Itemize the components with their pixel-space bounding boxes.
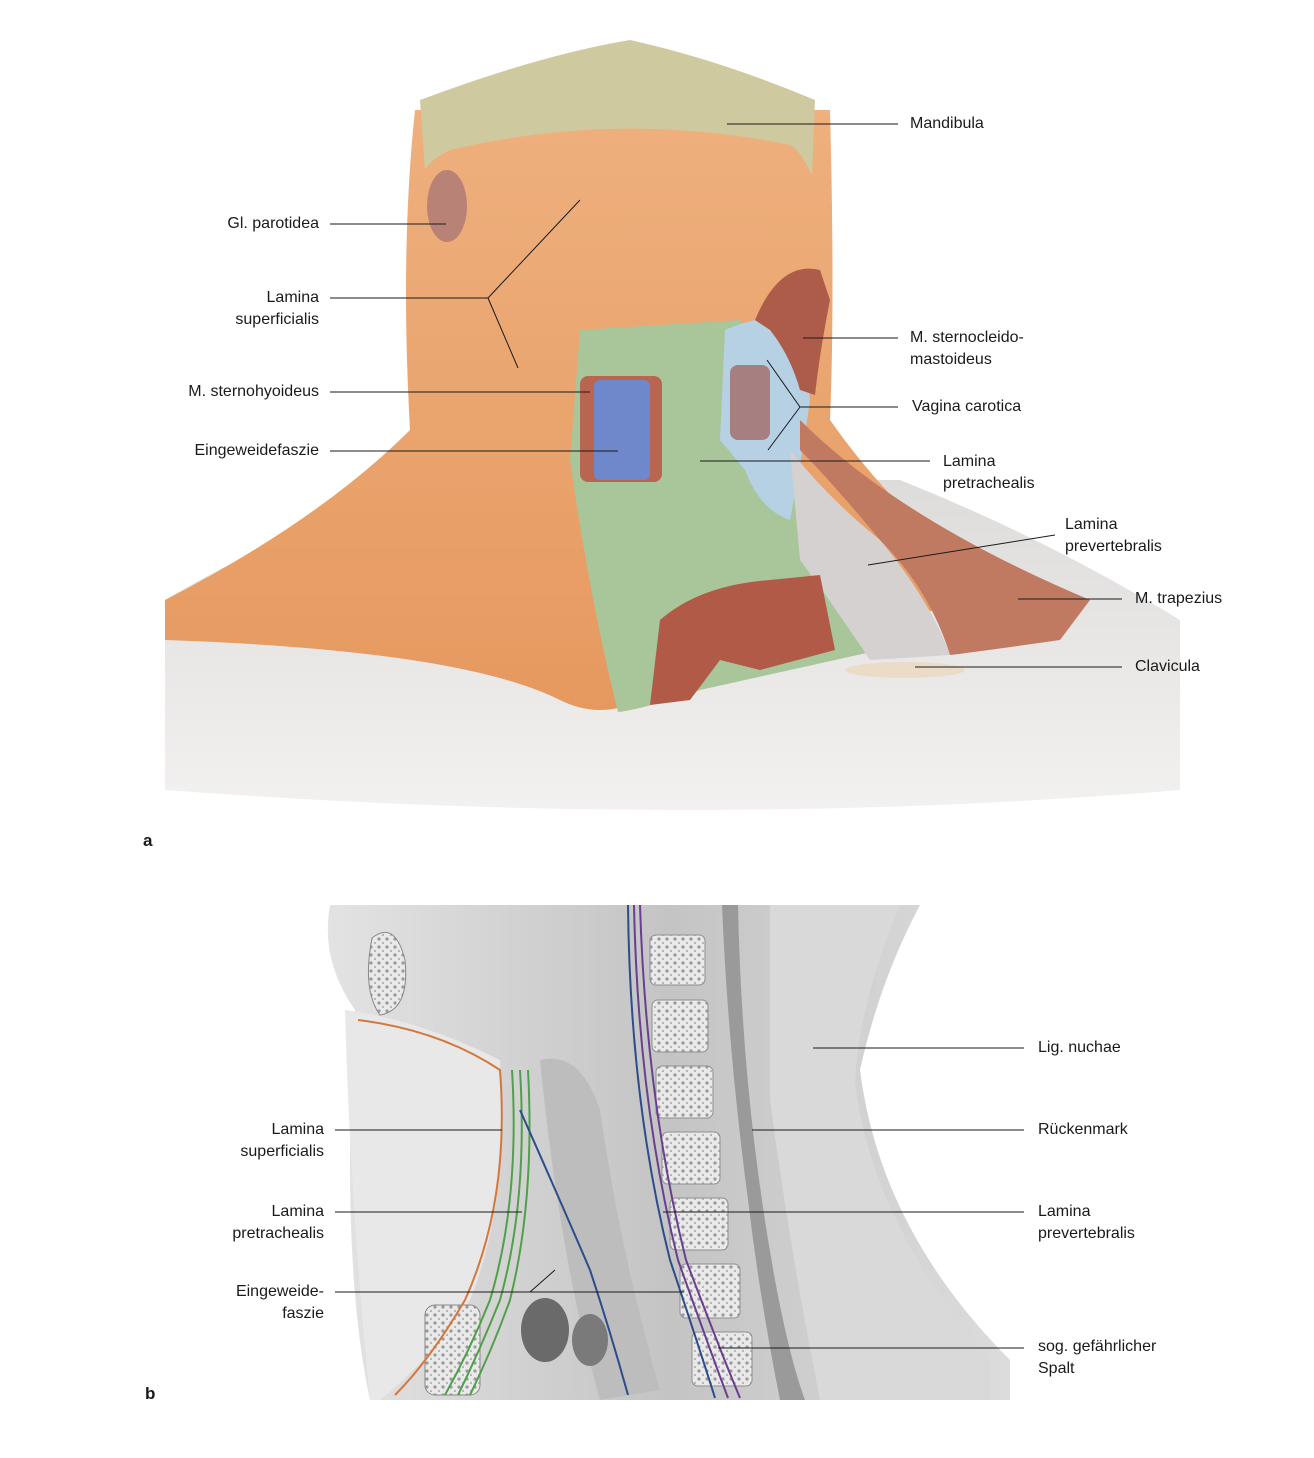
label-prevertebralis-a-1: Lamina <box>1065 516 1118 533</box>
label-pretrachealis-a-2: pretrachealis <box>943 475 1035 492</box>
label-eingeweide-b-1: Eingeweide- <box>235 1283 324 1300</box>
label-sternohyoideus: M. sternohyoideus <box>188 383 319 400</box>
label-pretrachealis-a-1: Lamina <box>943 453 996 470</box>
label-spalt-1: sog. gefährlicher <box>1038 1338 1157 1355</box>
label-spalt-2: Spalt <box>1038 1360 1075 1377</box>
parotid-gland-shape <box>427 170 467 242</box>
label-mandibula: Mandibula <box>910 115 984 132</box>
label-scm-1: M. sternocleido- <box>910 329 1024 346</box>
panel-letter-b: b <box>145 1384 156 1403</box>
panel-a-illustration <box>165 40 1180 810</box>
label-prevertebralis-b-2: prevertebralis <box>1038 1225 1135 1242</box>
clavicle-shape <box>845 662 965 678</box>
label-prevertebralis-a-2: prevertebralis <box>1065 538 1162 555</box>
label-gl-parotidea: Gl. parotidea <box>227 215 319 232</box>
label-pretrachealis-b-2: pretrachealis <box>232 1225 324 1242</box>
trachea-shape <box>594 380 650 480</box>
carotid-artery-shape <box>730 365 770 440</box>
label-pretrachealis-b-1: Lamina <box>271 1203 324 1220</box>
label-clavicula: Clavicula <box>1135 658 1200 675</box>
label-eingeweidefaszie: Eingeweidefaszie <box>194 442 319 459</box>
label-superficialis-b-1: Lamina <box>271 1121 324 1138</box>
label-rueckenmark: Rückenmark <box>1038 1121 1128 1138</box>
label-superficialis-b-2: superficialis <box>240 1143 324 1160</box>
panel-letter-a: a <box>143 831 153 850</box>
label-lamina-superficialis-2: superficialis <box>235 311 319 328</box>
label-lig-nuchae: Lig. nuchae <box>1038 1039 1121 1056</box>
label-lamina-superficialis-1: Lamina <box>266 289 319 306</box>
panel-b-illustration <box>328 905 1010 1400</box>
label-scm-2: mastoideus <box>910 351 992 368</box>
label-prevertebralis-b-1: Lamina <box>1038 1203 1091 1220</box>
larynx-lumen <box>521 1298 569 1362</box>
label-trapezius: M. trapezius <box>1135 590 1223 607</box>
esophagus-lumen <box>572 1314 608 1366</box>
label-vagina-carotica: Vagina carotica <box>912 398 1022 415</box>
label-eingeweide-b-2: faszie <box>282 1305 324 1322</box>
